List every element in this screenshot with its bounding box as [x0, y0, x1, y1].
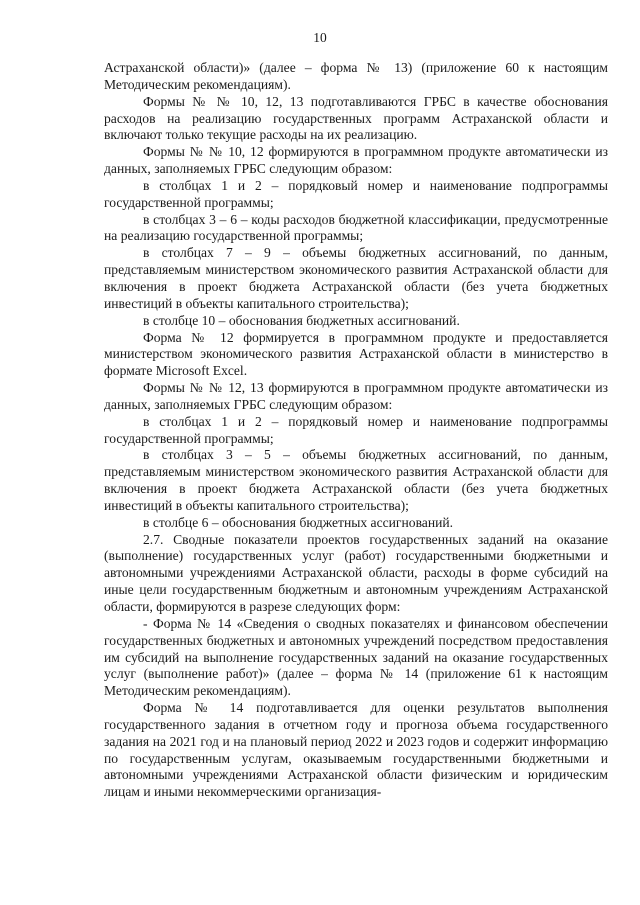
paragraph: Формы № № 10, 12 формируются в программном продукте автоматически из данных, заполняемых ГРБС следующим образом: [104, 144, 608, 177]
paragraph: в столбцах 3 – 6 – коды расходов бюджетной классификации, предусмотренные на реализацию государственной программы; [104, 211, 608, 244]
paragraph: Формы № № 10, 12, 13 подготавливаются ГРБС в качестве обоснования расходов на реализацию государственных программ Астраханской области и включают только текущие расходы на их реализацию. [104, 93, 608, 143]
paragraph: в столбцах 1 и 2 – порядковый номер и наименование подпрограммы государственной программы; [104, 177, 608, 210]
paragraph: в столбцах 7 – 9 – объемы бюджетных ассигнований, по данным, представляемым министерством экономического развития Астраханской области для включения в проект бюджета Астраханской области (без учета бюджетных инвестиций в объекты капитального строительства); [104, 245, 608, 311]
paragraph: Форма № 12 формируется в программном продукте и предоставляется министерством экономического развития Астраханской области в министерство в формате Microsoft Excel. [104, 329, 608, 379]
paragraph: Форма № 14 подготавливается для оценки результатов выполнения государственного задания в отчетном году и прогноза объема государственного задания на 2021 год и на плановый период 2022 и 2023 годов и содержит информацию по государственным услугам, оказываемым государственными бюджетными и автономными учреждениями Астраханской области физическим и юридическим лицам и иными некоммерческими организация- [104, 700, 608, 800]
paragraph: Астраханской области)» (далее – форма № 13) (приложение 60 к настоящим Методическим рекомендациям). [104, 60, 608, 92]
page-number: 10 [313, 30, 327, 45]
paragraph: - Форма № 14 «Сведения о сводных показателях и финансовом обеспечении государственных бюджетных и автономных учреждений посредством предоставления им субсидий на выполнение государственных заданий на оказание государственных услуг (выполнение работ)» (далее – форма № 14 (приложение 61 к настоящим Методическим рекомендациям). [104, 615, 608, 699]
paragraph: Формы № № 12, 13 формируются в программном продукте автоматически из данных, заполняемых ГРБС следующим образом: [104, 380, 608, 412]
paragraph: 2.7. Сводные показатели проектов государственных заданий на оказание (выполнение) государственных услуг (работ) государственными бюджетными и автономными учреждениями Астраханской области, расходы в форме субсидий на иные цели государственным бюджетным и автономным учреждениям Астраханской области, формируются в разрезе следующих форм: [104, 531, 608, 614]
paragraph: в столбцах 3 – 5 – объемы бюджетных ассигнований, по данным, представляемым министерством экономического развития Астраханской области для включения в проект бюджета Астраханской области (без учета бюджетных инвестиций в объекты капитального строительства); [104, 447, 608, 513]
document-body [104, 60, 608, 801]
paragraph: в столбце 6 – обоснования бюджетных ассигнований. [143, 514, 454, 530]
paragraph: в столбцах 1 и 2 – порядковый номер и наименование подпрограммы государственной программы; [104, 413, 608, 446]
paragraph: в столбце 10 – обоснования бюджетных ассигнований. [143, 312, 460, 328]
